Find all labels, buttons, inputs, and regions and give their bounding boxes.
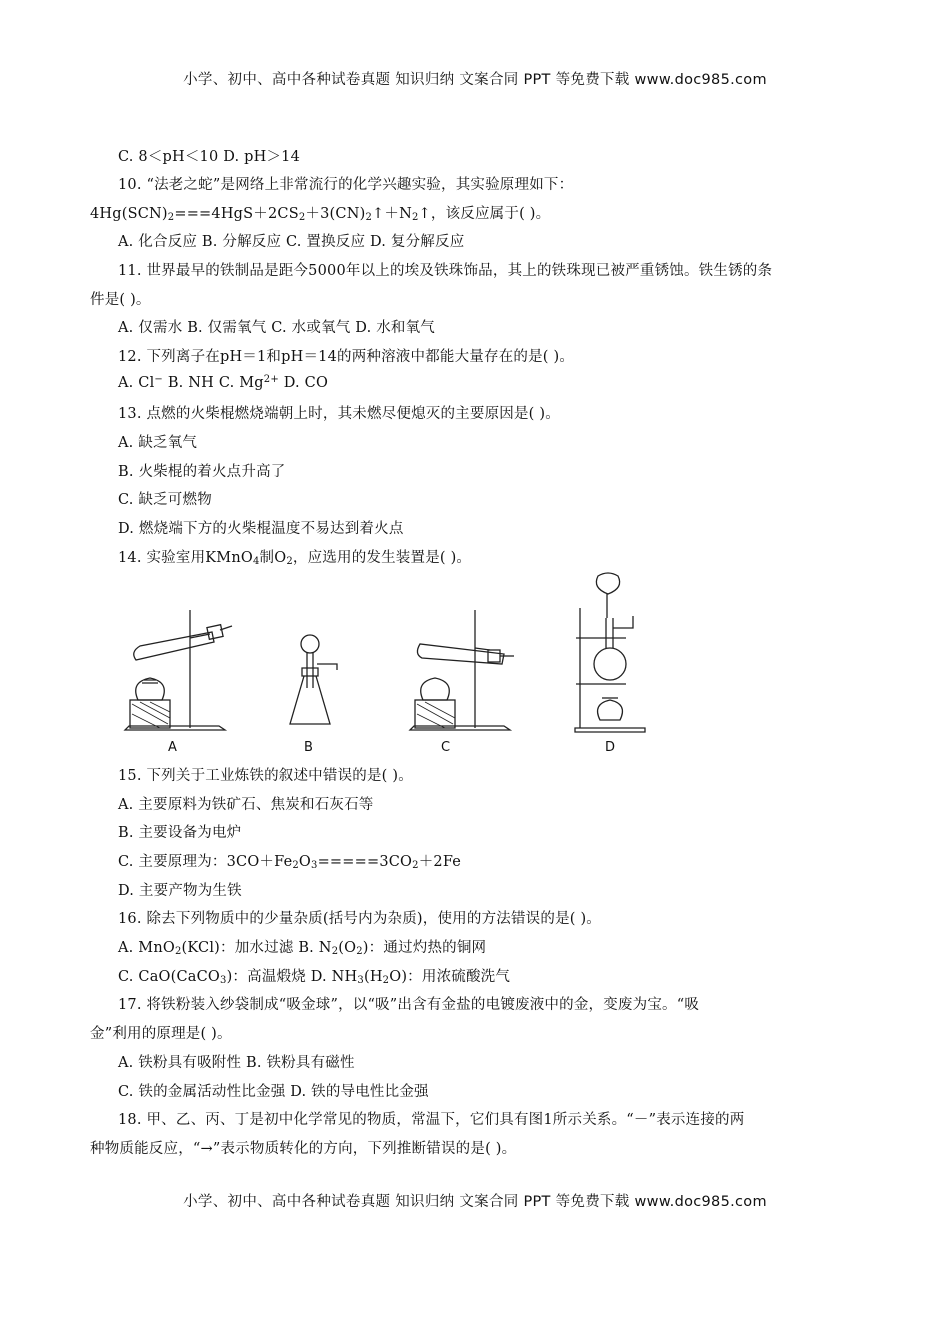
q15-stem: 15. 下列关于工业炼铁的叙述中错误的是( )。 xyxy=(118,768,413,784)
q16-options-cd: C. CaO(CaCO$_3$)：高温煅烧 D. $NH_3(H_2O)$：用浓硫酸洗气 xyxy=(118,969,511,986)
q15-option-b: B. 主要设备为电炉 xyxy=(118,825,242,841)
apparatus-c xyxy=(410,610,514,730)
q10-equation: $4Hg(SCN)_2===4HgS+2CS_2+3(CN)_2↑+N_2↑$，该反应属于( )。 xyxy=(90,206,551,223)
q14-stem: 14. 实验室用KMnO$_4$制$O_2$，应选用的发生装置是( )。 xyxy=(118,550,472,567)
q10-stem: 10. “法老之蛇”是网络上非常流行的化学兴趣实验，其实验原理如下： xyxy=(118,177,574,193)
q13-option-b: B. 火柴棍的着火点升高了 xyxy=(118,464,286,480)
q16-options-ab: A. MnO$_2$(KCl)：加水过滤 B. $N_2(O_2)$：通过灼热的铜网 xyxy=(118,940,487,957)
q13-option-d: D. 燃烧端下方的火柴棍温度不易达到着火点 xyxy=(118,521,404,537)
page-footer: 小学、初中、高中各种试卷真题 知识归纳 文案合同 PPT 等免费下载 www.doc985.com xyxy=(183,1194,767,1210)
q17-stem: 17. 将铁粉装入纱袋制成“吸金球”，以“吸”出含有金盐的电镀废液中的金，变废为宝。“吸 xyxy=(118,997,700,1013)
page-header: 小学、初中、高中各种试卷真题 知识归纳 文案合同 PPT 等免费下载 www.doc985.com xyxy=(183,72,767,88)
q12-options: A. Cl− B. NH C. $Mg^{2+}$ D. CO xyxy=(118,374,329,391)
q17-options-cd: C. 铁的金属活动性比金强 D. 铁的导电性比金强 xyxy=(118,1084,429,1100)
apparatus-d xyxy=(575,573,645,732)
apparatus-figure xyxy=(110,568,670,758)
q12-stem: 12. 下列离子在pH＝1和pH＝14的两种溶液中都能大量存在的是( )。 xyxy=(118,349,575,365)
q18-stem: 18. 甲、乙、丙、丁是初中化学常见的物质，常温下，它们具有图1所示关系。“－”表示连接的两 xyxy=(118,1112,745,1128)
q13-option-a: A. 缺乏氧气 xyxy=(118,435,198,451)
figure-label-b: B xyxy=(304,740,313,755)
q13-stem: 13. 点燃的火柴棍燃烧端朝上时，其未燃尽便熄灭的主要原因是( )。 xyxy=(118,406,560,422)
q17-options-ab: A. 铁粉具有吸附性 B. 铁粉具有磁性 xyxy=(118,1055,355,1071)
figure-label-c: C xyxy=(441,740,451,755)
q11-stem: 11. 世界最早的铁制品是距今5000年以上的埃及铁珠饰品，其上的铁珠现已被严重锈蚀。铁生锈的条 xyxy=(118,263,773,279)
q11-stem-cont: 件是( )。 xyxy=(90,292,151,308)
q13-option-c: C. 缺乏可燃物 xyxy=(118,492,212,508)
figure-label-d: D xyxy=(605,740,616,755)
q15-option-a: A. 主要原料为铁矿石、焦炭和石灰石等 xyxy=(118,797,374,813)
q16-stem: 16. 除去下列物质中的少量杂质(括号内为杂质)，使用的方法错误的是( )。 xyxy=(118,911,602,927)
q11-options: A. 仅需水 B. 仅需氧气 C. 水或氧气 D. 水和氧气 xyxy=(118,320,436,336)
figure-label-a: A xyxy=(168,740,177,755)
q17-stem-cont: 金”利用的原理是( )。 xyxy=(90,1026,232,1042)
q10-options: A. 化合反应 B. 分解反应 C. 置换反应 D. 复分解反应 xyxy=(118,234,465,250)
apparatus-a xyxy=(125,610,232,730)
apparatus-b xyxy=(290,635,337,724)
q15-option-d: D. 主要产物为生铁 xyxy=(118,883,242,899)
q15-option-c: C. 主要原理为：$3CO+Fe_2O_3=====3CO_2+2Fe$ xyxy=(118,854,462,871)
q9-options-cd: C. 8＜pH＜10 D. pH＞14 xyxy=(118,149,301,165)
q18-stem-cont: 种物质能反应，“→”表示物质转化的方向，下列推断错误的是( )。 xyxy=(90,1141,517,1157)
